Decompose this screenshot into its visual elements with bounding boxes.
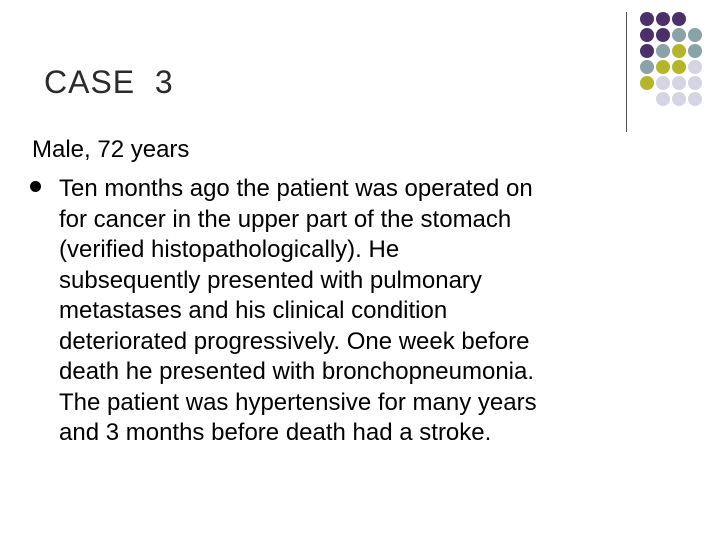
decorative-dot xyxy=(672,28,686,42)
patient-info: Male, 72 years xyxy=(32,136,190,163)
decorative-dot xyxy=(688,44,702,58)
bullet-icon xyxy=(30,181,41,192)
decorative-dot xyxy=(640,76,654,90)
case-description-line: death he presented with bronchopneumonia. xyxy=(59,358,535,385)
decorative-dot xyxy=(656,12,670,26)
decorative-dot xyxy=(640,12,654,26)
decorative-dot xyxy=(688,92,702,106)
case-description-line: for cancer in the upper part of the stomach xyxy=(59,205,512,233)
decorative-dot xyxy=(672,44,686,58)
decorative-dot xyxy=(656,60,670,74)
case-description-line: and 3 months before death had a stroke. xyxy=(59,419,492,446)
decorative-dot xyxy=(656,92,670,106)
case-description xyxy=(59,174,679,449)
decorative-dot xyxy=(640,60,654,74)
decorative-dot xyxy=(656,76,670,90)
decorative-dot xyxy=(640,28,654,42)
decorative-dot xyxy=(688,60,702,74)
case-description-line: (verified histopathologically). He xyxy=(59,236,400,263)
case-description-line: The patient was hypertensive for many years xyxy=(59,388,537,416)
decorative-dot xyxy=(656,28,670,42)
decorative-dot xyxy=(656,44,670,58)
case-description-line: Ten months ago the patient was operated on xyxy=(59,175,533,202)
divider-line xyxy=(626,12,627,132)
case-description-line: deteriorated progressively. One week before xyxy=(59,327,530,355)
decorative-dot xyxy=(672,92,686,106)
decorative-dot xyxy=(640,44,654,58)
decorative-dot xyxy=(688,76,702,90)
decorative-dot xyxy=(672,12,686,26)
decorative-dot xyxy=(672,76,686,90)
case-description-line: subsequently presented with pulmonary xyxy=(59,266,482,294)
case-description-line: metastases and his clinical condition xyxy=(59,297,448,324)
slide-title: CASE 3 xyxy=(44,64,174,100)
decorative-dot xyxy=(672,60,686,74)
decorative-dot xyxy=(688,28,702,42)
